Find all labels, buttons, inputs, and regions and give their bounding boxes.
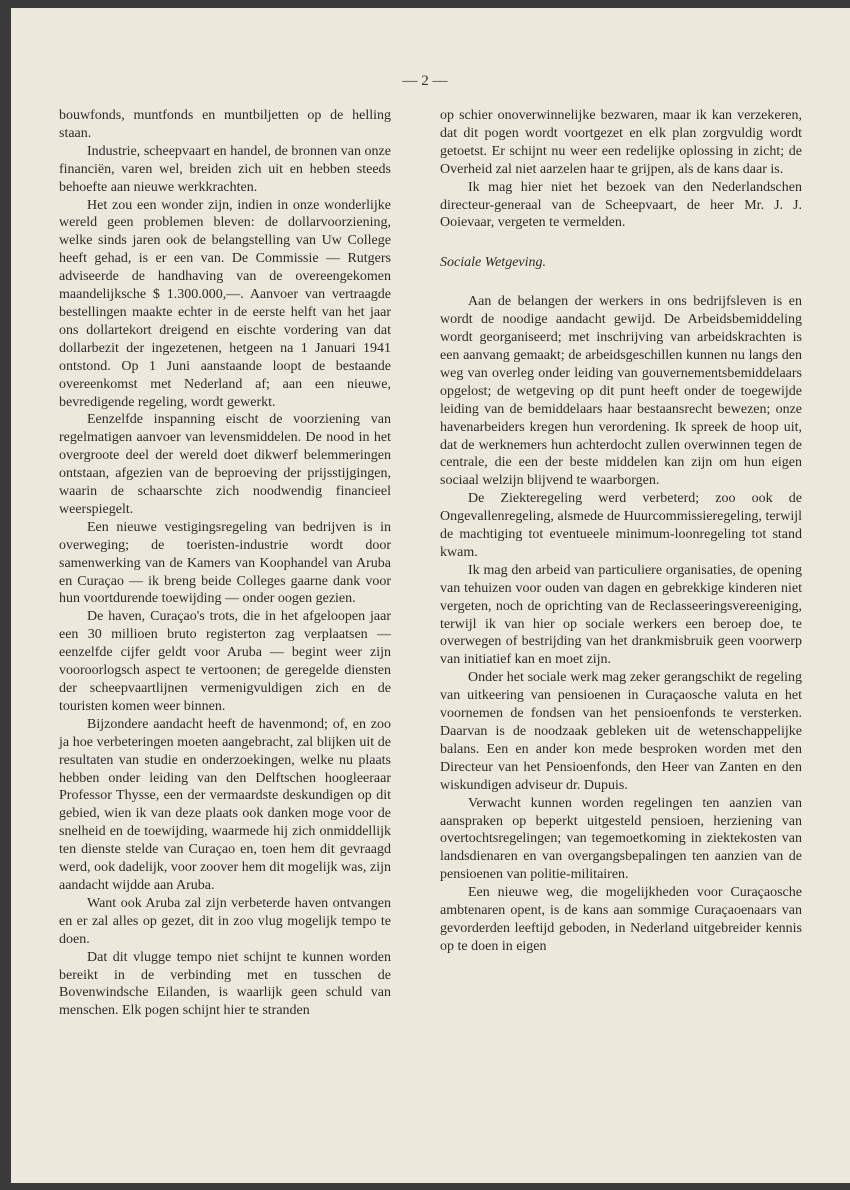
- paragraph: Ik mag den arbeid van particuliere organisaties, de opening van tehuizen voor ouden van dagen en gebrekkige kinderen niet vergeten, noch de oprichting van de Reclasseeringsvereeniging, terwijl ik van hier op sociale werkers een beroep doe, te overwegen of bestrijding van het drankmisbruik geen voorwerp van initiatief kan en moet zijn.: [440, 562, 802, 668]
- right-column: [440, 107, 802, 956]
- paragraph: bouwfonds, muntfonds en muntbiljetten op de helling staan.: [59, 108, 391, 141]
- paragraph: op schier onoverwinnelijke bezwaren, maar ik kan verzekeren, dat dit pogen wordt voortgezet en elk plan zorgvuldig wordt getoetst. Er schijnt nu weer een redelijke oplossing in zicht; de Overheid zal niet aarzelen haar te grijpen, als de kans daar is.: [440, 108, 802, 177]
- paragraph: De haven, Curaçao's trots, die in het afgeloopen jaar een 30 millioen bruto registerton zag verplaatsen — eenzelfde cijfer geldt voor Aruba — begint weer zijn vooroorlogsch aspect te vertoonen; de geregelde diensten der scheepvaartlijnen vermenigvuldigen zich en de touristen komen weer binnen.: [59, 609, 391, 714]
- page-number: — 2 —: [402, 73, 448, 89]
- paragraph: Een nieuwe weg, die mogelijkheden voor Curaçaosche ambtenaren opent, is de kans aan sommige Curaçaoenaars van gevorderden leeftijd geboden, in Nederland uitgebreider kennis op te doen in eigen: [440, 885, 802, 954]
- paragraph: Eenzelfde inspanning eischt de voorziening van regelmatigen aanvoer van levensmiddelen. De nood in het overgroote deel der wereld doet dikwerf belemmeringen ontstaan, afgezien van de beproeving der prijsstijgingen, waarin de schaarschte zich noodwendig financieel weerspiegelt.: [59, 412, 391, 517]
- paragraph: Industrie, scheepvaart en handel, de bronnen van onze financiën, varen wel, breiden zich uit en hebben steeds behoefte aan nieuwe werkkrachten.: [59, 143, 391, 195]
- section-heading: Sociale Wetgeving.: [440, 255, 547, 271]
- paragraph: Bijzondere aandacht heeft de havenmond; of, en zoo ja hoe verbeteringen moeten aangebracht, zal blijken uit de resultaten van studie en onderzoekingen, welke nu plaats hebben onder leiding van den Delftschen hoogleeraar Professor Thysse, een der vermaardste deskundigen op dit gebied, wien ik van deze plaats ook danken moge voor de snelheid en de toewijding, waarmede hij zich onmiddellijk ten dienste stelde van Curaçao en, toen hem dit gevraagd werd, ook dadelijk, voor zoover hem dit mogelijk was, zijn aandacht wijdde aan Aruba.: [59, 716, 391, 893]
- paragraph: Dat dit vlugge tempo niet schijnt te kunnen worden bereikt in de verbinding met en tusschen de Bovenwindsche Eilanden, is waarlijk geen schuld van menschen. Elk pogen schijnt hier te stranden: [59, 949, 391, 1019]
- paragraph: Want ook Aruba zal zijn verbeterde haven ontvangen en er zal alles op gezet, dit in zoo vlug mogelijk tempo te doen.: [59, 895, 391, 947]
- paragraph: Verwacht kunnen worden regelingen ten aanzien van aanspraken op beperkt uitgesteld pensioen, herziening van overtochtsregelingen; van tegemoetkoming in ziektekosten van landsdienaren en van overgangsbepalingen ten aanzien van de pensioenen van politie-militairen.: [440, 795, 802, 883]
- left-column: [59, 107, 391, 1020]
- paragraph: Het zou een wonder zijn, indien in onze wonderlijke wereld geen problemen bleven: de dollarvoorziening, welke sinds jaren ook de belangstelling van Uw College heeft gehad, is er een van. De Commissie — Rutgers adviseerde de handhaving van de overeengekomen maandelijksche $ 1.300.000,—. Aanvoer van vertraagde bestellingen maakte echter in de eerste helft van het jaar ons dollartekort dreigend en eischte vordering van dat dollarbezit der ingezetenen, hetgeen na 1 Januari 1941 ontstond. Op 1 Juni aanstaande loopt de bestaande overeenkomst met Nederland af; aan een nieuwe, bevredigende regeling, wordt gewerkt.: [59, 197, 391, 410]
- paragraph: Onder het sociale werk mag zeker gerangschikt de regeling van uitkeering van pensioenen in Curaçaosche valuta en het voornemen de fondsen van het pensioenfonds te versterken. Daarvan is de noodzaak gebleken uit de wetenschappelijke balans. Een en ander kon mede besproken worden met den Directeur van het Pensioenfonds, den Heer van Zanten en den wiskundigen adviseur dr. Dupuis.: [440, 670, 802, 793]
- paragraph: De Ziekteregeling werd verbeterd; zoo ook de Ongevallenregeling, alsmede de Huurcommissieregeling, terwijl de machtiging tot eventueele minimum-loonregeling tot stand kwam.: [440, 491, 802, 560]
- paragraph: Een nieuwe vestigingsregeling van bedrijven is in overweging; de toeristen-industrie wordt door samenwerking van de Kamers van Koophandel van Aruba en Curaçao — ik breng beide Colleges gaarne dank voor hun voortdurende toewijding — onder oogen gezien.: [59, 519, 391, 607]
- paragraph: Aan de belangen der werkers in ons bedrijfsleven is en wordt de noodige aandacht gewijd. De Arbeidsbemiddeling wordt georganiseerd; met inschrijving van arbeidskrachten is een aanvang gemaakt; de arbeidsgeschillen kunnen nu langs den weg van overleg onder leiding van gouvernementsbemiddelaars opgelost; de wetgeving op dit punt heeft onder de toegewijde leiding van de bemiddelaars haar bestaansrecht bewezen; onze havenarbeiders kregen hun verordening. Ik spreek de hoop uit, dat de werknemers hun achterdocht zullen overwinnen tegen de centrale, die een der beste middelen kan zijn om hun eigen sociaal welzijn blijvend te waarborgen.: [440, 294, 802, 489]
- paragraph: Ik mag hier niet het bezoek van den Nederlandschen directeur-generaal van de Scheepvaart, de heer Mr. J. J. Ooievaar, vergeten te vermelden.: [440, 179, 802, 231]
